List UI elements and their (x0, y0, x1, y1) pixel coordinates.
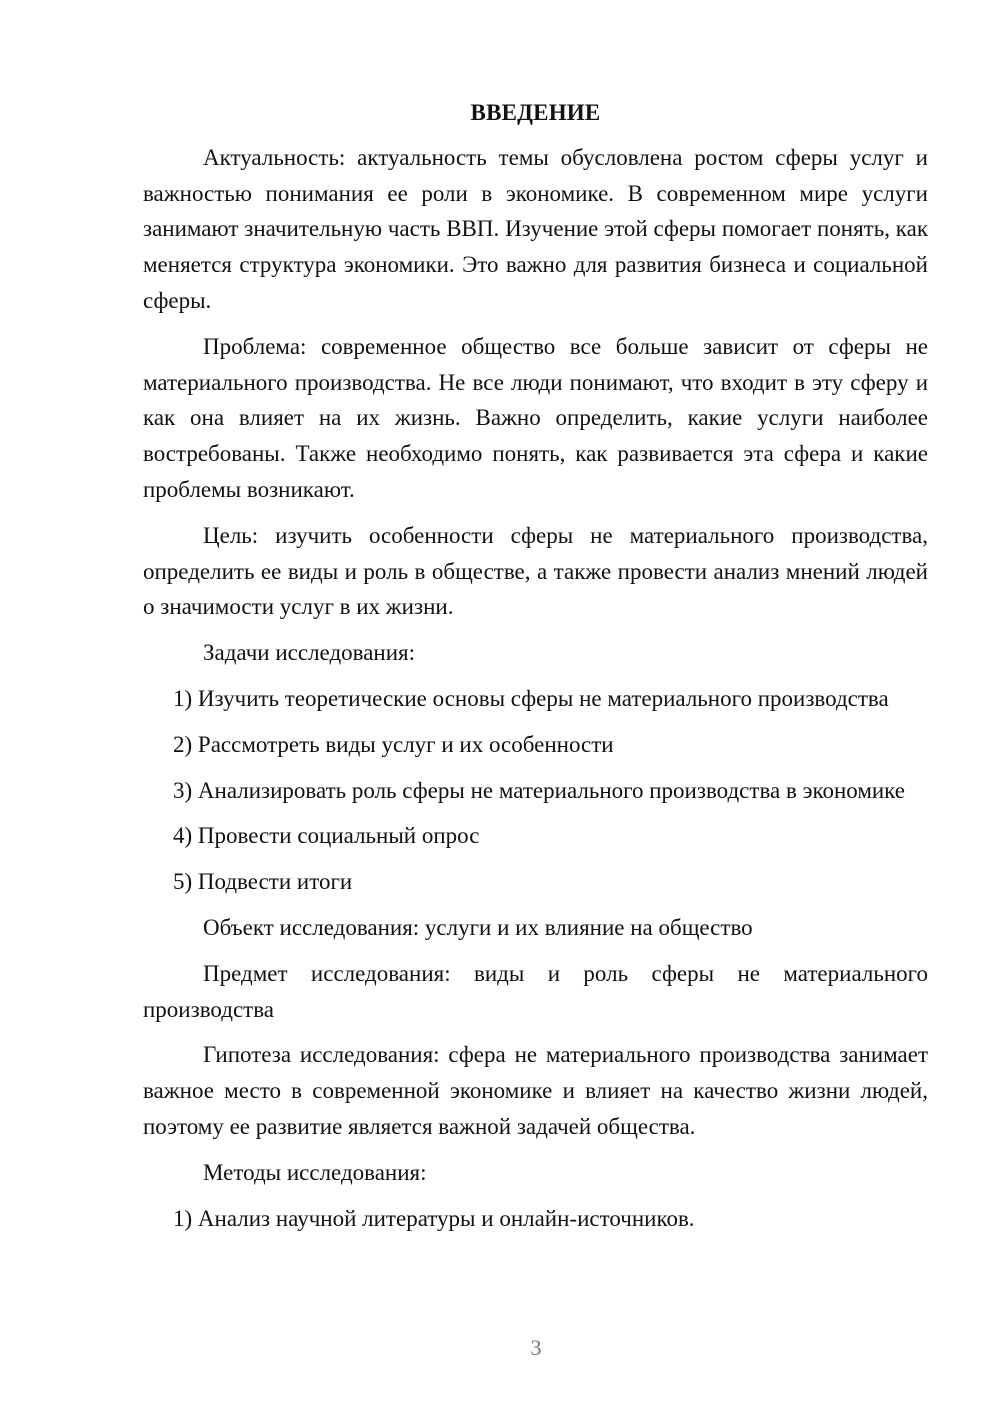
section-title: ВВЕДЕНИЕ (470, 100, 601, 125)
paragraph-tasks-heading: Задачи исследования: (203, 640, 416, 666)
paragraph-relevance: Актуальность: актуальность темы обусловлена ростом сферы услуг и важностью понимания ее роли в экономике. В современном мире услуги занимают значительную часть ВВП. Изучение этой сферы помогает понять, как меняется структура экономики. Это важно для развития бизнеса и социальной сферы. (143, 144, 928, 313)
task-item-3: 3) Анализировать роль сферы не материального производства в экономике (173, 777, 905, 803)
task-item-1: 1) Изучить теоретические основы сферы не материального производства (173, 685, 889, 711)
task-item-4: 4) Провести социальный опрос (173, 823, 480, 849)
paragraph-object: Объект исследования: услуги и их влияние на общество (203, 914, 753, 940)
paragraph-methods-heading: Методы исследования: (203, 1159, 427, 1185)
task-item-5: 5) Подвести итоги (173, 869, 353, 895)
page-number: 3 (530, 1335, 542, 1360)
paragraph-problem: Проблема: современное общество все больше зависит от сферы не материального производства. Не все люди понимают, что входит в эту сферу и как она влияет на их жизнь. Важно определить, какие услуги наиболее востребованы. Также необходимо понять, как развивается эта сфера и какие проблемы возникают. (143, 333, 928, 502)
paragraph-subject: Предмет исследования: виды и роль сферы не материального производства (143, 960, 928, 1022)
method-item-1: 1) Анализ научной литературы и онлайн-источников. (173, 1205, 695, 1231)
task-item-2: 2) Рассмотреть виды услуг и их особенности (173, 731, 614, 757)
paragraph-goal: Цель: изучить особенности сферы не материального производства, определить ее виды и роль в обществе, а также провести анализ мнений людей о значимости услуг в их жизни. (143, 522, 928, 620)
document-body (143, 95, 928, 1246)
paragraph-hypothesis: Гипотеза исследования: сфера не материального производства занимает важное место в современной экономике и влияет на качество жизни людей, поэтому ее развитие является важной задачей общества. (143, 1042, 928, 1139)
